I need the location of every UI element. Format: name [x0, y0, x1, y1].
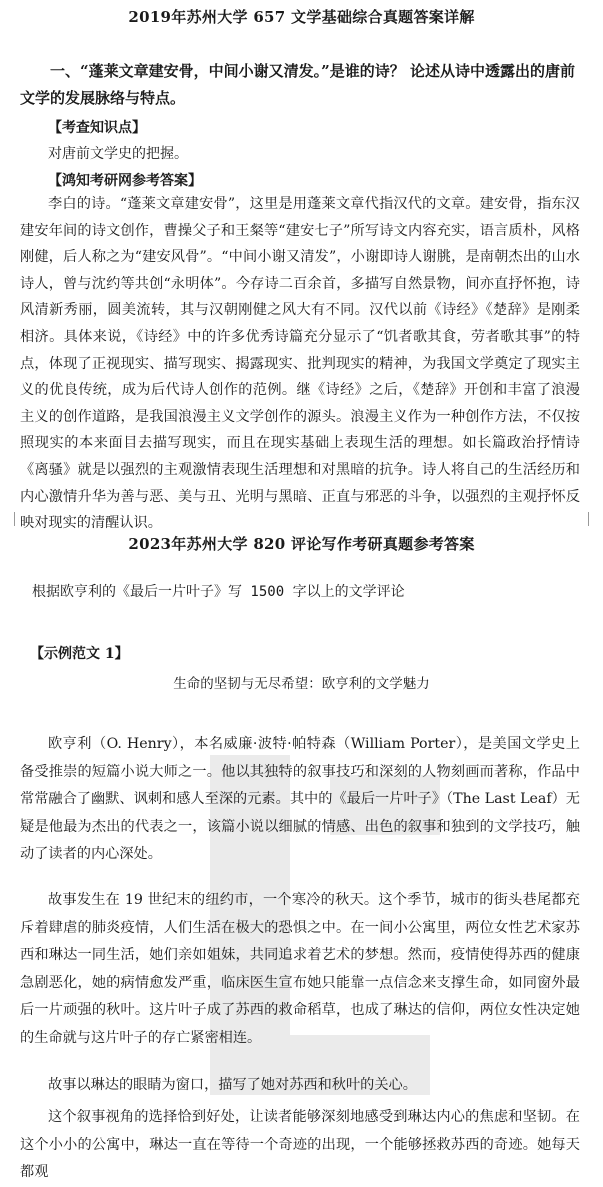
example-label: 【示例范文 1】: [30, 646, 129, 662]
essay-paragraph: 这个叙事视角的选择恰到好处，让读者能够深刻地感受到琳达内心的焦虑和坚韧。在这个小小的公寓中，琳达一直在等待一个奇迹的出现，一个能够拯救苏西的奇迹。她每天都观: [20, 1109, 580, 1180]
crop-mark-left: [4, 512, 15, 526]
question-text: 一、“蓬莱文章建安骨，中间小谢又清发。”是谁的诗？ 论述从诗中透露出的唐前文学的发展脉络与特点。: [20, 62, 575, 107]
knowledge-text: 对唐前文学史的把握。: [48, 146, 188, 162]
section2-title: 2023年苏州大学 820 评论写作考研真题参考答案: [128, 535, 475, 553]
answer-label: 【鸿知考研网参考答案】: [48, 173, 202, 189]
essay-paragraph: 故事以琳达的眼睛为窗口，描写了她对苏西和秋叶的关心。: [48, 1077, 417, 1093]
crop-mark-right: [588, 512, 599, 526]
answer-text: 李白的诗。“蓬莱文章建安骨”，这里是用蓬莱文章代指汉代的文章。建安骨，指东汉建安年间的诗文创作，曹操父子和王粲等“建安七子”所写诗文内容充实，语言质朴，风格刚健，后人称之为“建安风骨”。“中间小谢又清发”，小谢即诗人谢朓，是南朝杰出的山水诗人，曾与沈约等共创“永明体”。今存诗二百余首，多描写自然景物，间亦直抒怀抱，诗风清新秀丽，圆美流转，其与汉朝刚健之风大有不同。汉代以前《诗经》《楚辞》是刚柔相济。具体来说，《诗经》中的许多优秀诗篇充分显示了“饥者歌其食，劳者歌其事”的特点，体现了正视现实、描写现实、揭露现实、批判现实的精神，为我国文学奠定了现实主义的优良传统，成为后代诗人创作的范例。继《诗经》之后，《楚辞》开创和丰富了浪漫主义的创作道路，是我国浪漫主义文学创作的源头。浪漫主义作为一种创作方法，不仅按照现实的本来面目去描写现实，而且在现实基础上表现生活的理想。如长篇政治抒情诗《离骚》就是以强烈的主观激情表现生活理想和对黑暗的抗争。诗人将自己的生活经历和内心激情升华为善与恶、美与丑、光明与黑暗、正直与邪恶的斗争，以强烈的主观抒怀反映对现实的清醒认识。: [20, 196, 580, 532]
knowledge-label: 【考查知识点】: [48, 120, 146, 136]
essay-paragraph: 欧亨利（O. Henry），本名威廉·波特·帕特森（William Porter），是美国文学史上备受推崇的短篇小说大师之一。他以其独特的叙事技巧和深刻的人物刻画而著称，作品中常常融合了幽默、讽刺和感人至深的元素。其中的《最后一片叶子》（The Last Leaf）无疑是他最为杰出的代表之一，该篇小说以细腻的情感、出色的叙事和独到的文学技巧，触动了读者的内心深处。: [20, 736, 580, 862]
section1-title: 2019年苏州大学 657 文学基础综合真题答案详解: [128, 8, 475, 26]
essay-prompt: 根据欧亨利的《最后一片叶子》写 1500 字以上的文学评论: [32, 584, 405, 600]
essay-paragraph: 故事发生在 19 世纪末的纽约市，一个寒冷的秋天。这个季节，城市的街头巷尾都充斥着肆虐的肺炎疫情，人们生活在极大的恐惧之中。在一间小公寓里，两位女性艺术家苏西和琳达一同生活，她们亲如姐妹，共同追求着艺术的梦想。然而，疫情使得苏西的健康急剧恶化，她的病情愈发严重，临床医生宣布她只能靠一点信念来支撑生命，如同窗外最后一片顽强的秋叶。这片叶子成了苏西的救命稻草，也成了琳达的信仰，两位女性决定她的生命就与这片叶子的存亡紧密相连。: [20, 892, 580, 1046]
essay-title: 生命的坚韧与无尽希望：欧亨利的文学魅力: [173, 676, 430, 692]
